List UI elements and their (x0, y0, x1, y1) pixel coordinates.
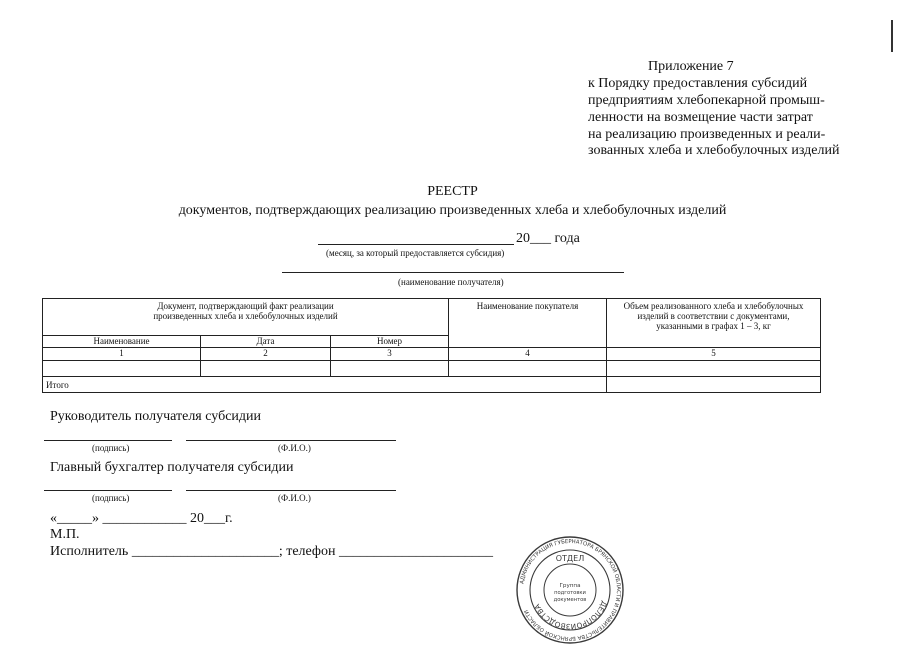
year-suffix: ___ года (530, 231, 580, 246)
document-title: РЕЕСТР (427, 184, 478, 199)
appendix-line: к Порядку предоставления субсидий (588, 76, 808, 91)
empty-cell (607, 361, 821, 377)
empty-cell (449, 361, 607, 377)
empty-cell (201, 361, 331, 377)
appendix-line: предприятиям хлебопекарной промыш- (588, 93, 825, 108)
total-value (607, 377, 821, 393)
stamp-ring-text: АДМИНИСТРАЦИЯ ГУБЕРНАТОРА БРЯНСКОЙ ОБЛАСТИ И ПРАВИТЕЛЬСТВА БРЯНСКОЙ ОБЛАСТИ (519, 538, 622, 642)
head-signature-line (44, 440, 172, 441)
document-group-header: Документ, подтверждающий факт реализации произведенных хлеба и хлебобулочных изделий (43, 299, 449, 336)
stamp-top-text: ОТДЕЛ (555, 554, 585, 563)
date-year-blank: ___ (204, 511, 225, 526)
column-number: 3 (331, 348, 449, 361)
date-month-blank: ____________ (102, 511, 187, 526)
col-number-header: Номер (331, 336, 449, 348)
date-g: г. (225, 511, 233, 526)
signature-caption: (подпись) (92, 493, 130, 503)
column-number: 2 (201, 348, 331, 361)
accountant-label: Главный бухгалтер получателя субсидии (50, 460, 294, 475)
year-field (516, 231, 580, 247)
appendix-title: Приложение 7 (648, 59, 734, 74)
appendix-line: на реализацию произведенных и реали- (588, 127, 826, 142)
date-open-quote: « (50, 511, 57, 526)
appendix-line: ленности на возмещение части затрат (588, 110, 813, 125)
date-line (50, 511, 233, 527)
executor-blank: _____________________ (131, 544, 279, 559)
stamp-center-line: документов (553, 597, 587, 603)
date-year: 20 (190, 511, 204, 526)
register-table (42, 298, 821, 393)
seal-place-label: М.П. (50, 527, 80, 542)
head-label: Руководитель получателя субсидии (50, 409, 262, 424)
buyer-header: Наименование покупателя (449, 299, 607, 348)
signature-caption: (подпись) (92, 443, 130, 453)
appendix-line: зованных хлеба и хлебобулочных изделий (588, 143, 840, 158)
column-number: 4 (449, 348, 607, 361)
accountant-signature-line (44, 490, 172, 491)
phone-label: ; телефон (278, 544, 336, 559)
empty-cell (43, 361, 201, 377)
column-number: 5 (607, 348, 821, 361)
empty-cell (331, 361, 449, 377)
name-caption: (Ф.И.О.) (278, 443, 311, 453)
document-subtitle: документов, подтверждающих реализацию произведенных хлеба и хлебобулочных изделий (178, 203, 727, 218)
month-blank-line (318, 244, 514, 245)
stamp-inner-text: ДЕЛОПРОИЗВОДСТВА (532, 599, 609, 632)
accountant-name-line (186, 490, 396, 491)
page-edge-mark (891, 20, 893, 52)
stamp-graphic (515, 535, 625, 645)
stamp-center-line: Группа (559, 583, 581, 589)
date-close-quote: » (92, 511, 99, 526)
col-date-header: Дата (201, 336, 331, 348)
recipient-blank-line (282, 272, 624, 273)
total-label: Итого (43, 377, 607, 393)
department-stamp (515, 535, 625, 645)
volume-header: Объем реализованного хлеба и хлебобулочных изделий в соответствии с документами, указанными в графах 1 – 3, кг (607, 299, 821, 348)
stamp-center-line: подготовки (554, 590, 586, 596)
col-name-header: Наименование (43, 336, 201, 348)
head-name-line (186, 440, 396, 441)
recipient-caption: (наименование получателя) (398, 277, 504, 287)
column-number: 1 (43, 348, 201, 361)
date-day-blank: _____ (57, 511, 92, 526)
name-caption: (Ф.И.О.) (278, 493, 311, 503)
executor-label: Исполнитель (50, 544, 129, 559)
year-prefix: 20 (516, 231, 530, 246)
phone-blank: ______________________ (338, 544, 493, 559)
executor-line (50, 544, 493, 560)
month-caption: (месяц, за который предоставляется субсидия) (326, 248, 505, 258)
